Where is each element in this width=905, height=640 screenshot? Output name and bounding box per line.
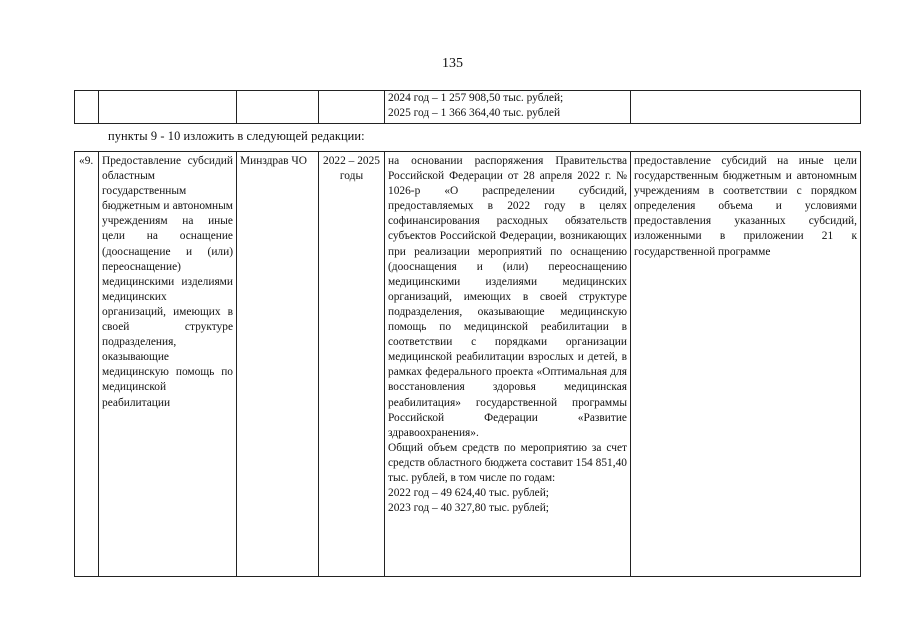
prev-cell-description [385, 91, 631, 124]
prev-cell-period [319, 91, 385, 124]
measure-name: Предоставление субсидий областным государственным бюджетным и автономным учреждениям на иные цели на оснащение (дооснащение и (или) переоснащение) медицинскими изделиями медицинских организаций, имеющих в своей структуре подразделения, оказывающие медицинскую помощь по медицинской реабилитации [99, 152, 237, 577]
measures-table [74, 151, 861, 577]
row-number: «9. [75, 152, 99, 577]
funding-total-text: Общий объем средств по мероприятию за счет средств областного бюджета составит 154 851,40 тыс. рублей, в том числе по годам: [388, 441, 627, 484]
description-cell [385, 152, 631, 577]
prev-cell-executor [237, 91, 319, 124]
prev-cell-number [75, 91, 99, 124]
prev-cell-mechanism [631, 91, 861, 124]
executor: Минздрав ЧО [237, 152, 319, 577]
funding-2023-line: 2023 год – 40 327,80 тыс. рублей; [388, 502, 549, 515]
funding-2024-line: 2024 год – 1 257 908,50 тыс. рублей; [388, 92, 564, 104]
page-number: 135 [442, 56, 463, 71]
funding-2022-line: 2022 год – 49 624,40 тыс. рублей; [388, 487, 549, 500]
previous-table-row [75, 91, 861, 124]
period: 2022 – 2025 годы [319, 152, 385, 577]
previous-table-fragment [74, 90, 861, 124]
funding-2025-line: 2025 год – 1 366 364,40 тыс. рублей [388, 107, 561, 120]
table-row-9 [75, 152, 861, 577]
intro-text: пункты 9 - 10 изложить в следующей редакции: [108, 129, 365, 143]
description-text: на основании распоряжения Правительства Российской Федерации от 28 апреля 2022 г. № 1026-р «О распределении субсидий, предоставляемых в 2022 году в целях софинансирования расходных обязательств субъектов Российской Федерации, возникающих при реализации мероприятий по оснащению (дооснащения и (или) переоснащению медицинскими изделиями медицинских организаций, имеющих в своей структуре подразделения, оказывающие медицинскую помощь по медицинской реабилитации в соответствии с порядками организации медицинской реабилитации взрослых и детей, в рамках федерального проекта «Оптимальная для восстановления здоровья медицинская реабилитация» государственной программы Российской Федерации «Развитие здравоохранения». [388, 155, 627, 439]
mechanism-text: предоставление субсидий на иные цели государственным бюджетным и автономным учреждениям в соответствии с порядком определения объема и условиями предоставления указанных субсидий, изложенными в приложении 21 к государственной программе [631, 152, 861, 577]
prev-cell-name [99, 91, 237, 124]
